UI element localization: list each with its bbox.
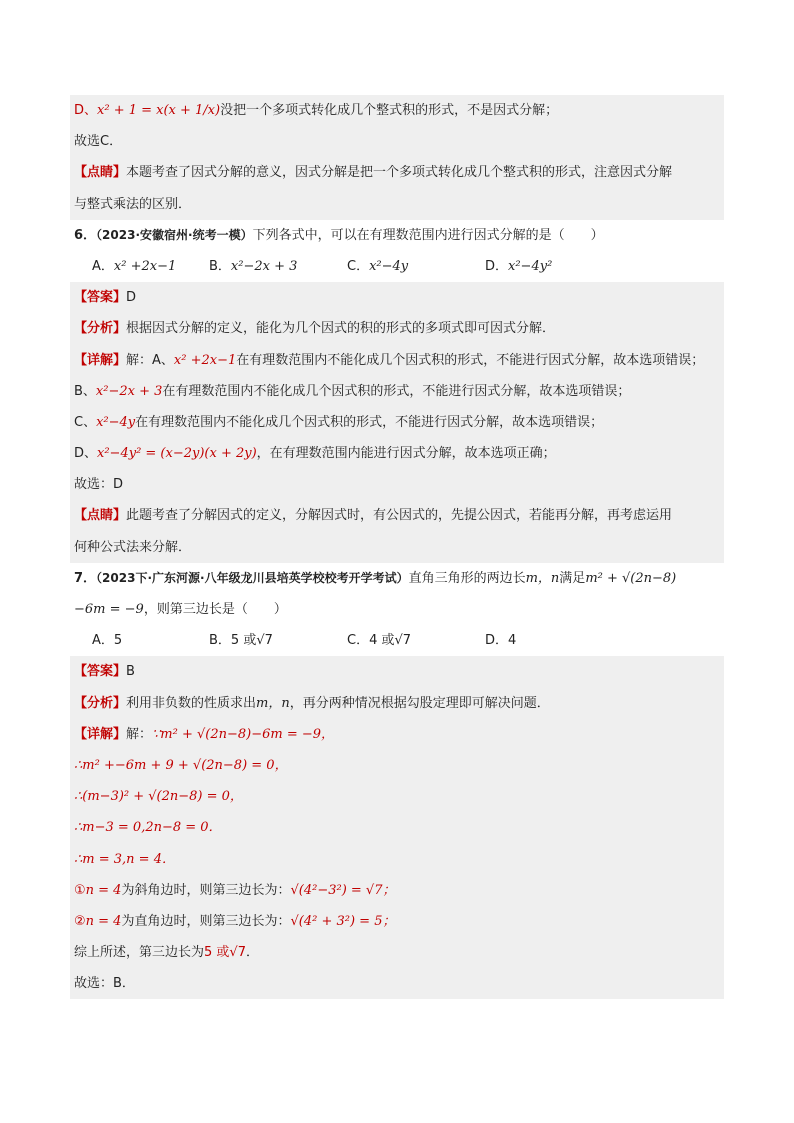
detail-line: 【详解】解：∵m² + √(2n−8)−6m = −9，	[74, 726, 335, 742]
choose-line: 故选：D	[74, 477, 124, 493]
choose-line: 故选C．	[74, 134, 123, 150]
option-a[interactable]: A．5	[92, 633, 123, 649]
option-d[interactable]: D．x²−4y²	[485, 258, 553, 274]
summary-line: 综上所述，第三边长为5 或√7．	[74, 945, 259, 961]
option-c[interactable]: C．x²−4y	[347, 258, 409, 274]
answer-line: 【答案】D	[74, 290, 137, 306]
analysis-line: 【分析】根据因式分解的定义，能化为几个因式的积的形式的多项式即可因式分解．	[74, 321, 556, 337]
question-7-stem-cont: −6m = −9，则第三边长是（ ）	[74, 602, 287, 617]
tip-line-cont: 何种公式法来分解．	[74, 539, 192, 555]
option-b[interactable]: B．x²−2x + 3	[209, 258, 298, 274]
detail-line-a: 【详解】解：A、x² +2x−1在有理数范围内不能化成几个因式积的形式，不能进行因式分解，故本选项错误；	[74, 352, 705, 368]
detail-line-d: D、x²−4y² = (x−2y)(x + 2y)，在有理数范围内能进行因式分解，故本选项正确；	[74, 446, 556, 462]
choose-line: 故选：B．	[74, 976, 135, 992]
option-c[interactable]: C．4 或√7	[347, 633, 412, 649]
case-2-line: ②n = 4为直角边时，则第三边长为：√(4² + 3²) = 5；	[74, 913, 396, 929]
question-7-options	[70, 625, 724, 656]
step-line: ∴m² +−6m + 9 + √(2n−8) = 0，	[74, 757, 288, 773]
step-line: ∴m = 3,n = 4．	[74, 851, 175, 867]
option-d-analysis: D、x² + 1 = x(x + 1/x)没把一个多项式转化成几个整式积的形式，不是因式分解；	[74, 103, 559, 118]
solution-block-prev	[70, 95, 724, 220]
tip-line: 【点睛】此题考查了分解因式的定义，分解因式时，有公因式的，先提公因式，若能再分解，再考虑运用	[74, 508, 673, 524]
question-6-stem: 6．（2023·安徽宿州·统考一模）下列各式中，可以在有理数范围内进行因式分解的是（ ）	[74, 227, 604, 243]
question-6-options	[70, 251, 724, 282]
case-1-line: ①n = 4为斜角边时，则第三边长为：√(4²−3²) = √7；	[74, 882, 396, 898]
analysis-line: 【分析】利用非负数的性质求出m，n，再分两种情况根据勾股定理即可解决问题．	[74, 695, 550, 711]
detail-line-c: C、x²−4y在有理数范围内不能化成几个因式积的形式，不能进行因式分解，故本选项错误；	[74, 414, 604, 430]
detail-line-b: B、x²−2x + 3在有理数范围内不能化成几个因式积的形式，不能进行因式分解，故本选项错误；	[74, 383, 631, 399]
step-line: ∴(m−3)² + √(2n−8) = 0，	[74, 789, 243, 805]
answer-line: 【答案】B	[74, 664, 135, 680]
solution-block-7	[70, 656, 724, 999]
document-page	[70, 95, 724, 999]
tip-line: 【点睛】本题考查了因式分解的意义，因式分解是把一个多项式转化成几个整式积的形式，注意因式分解	[74, 165, 673, 181]
step-line: ∴m−3 = 0,2n−8 = 0．	[74, 820, 222, 836]
tip-line-cont: 与整式乘法的区别．	[74, 196, 192, 212]
solution-block-6	[70, 282, 724, 563]
option-a[interactable]: A．x² +2x−1	[92, 258, 177, 274]
option-d[interactable]: D．4	[485, 633, 517, 649]
option-b[interactable]: B．5 或√7	[209, 633, 273, 649]
question-7-stem: 7．（2023下·广东河源·八年级龙川县培英学校校考开学考试）直角三角形的两边长m，n满足m² + √(2n−8)	[74, 570, 677, 586]
